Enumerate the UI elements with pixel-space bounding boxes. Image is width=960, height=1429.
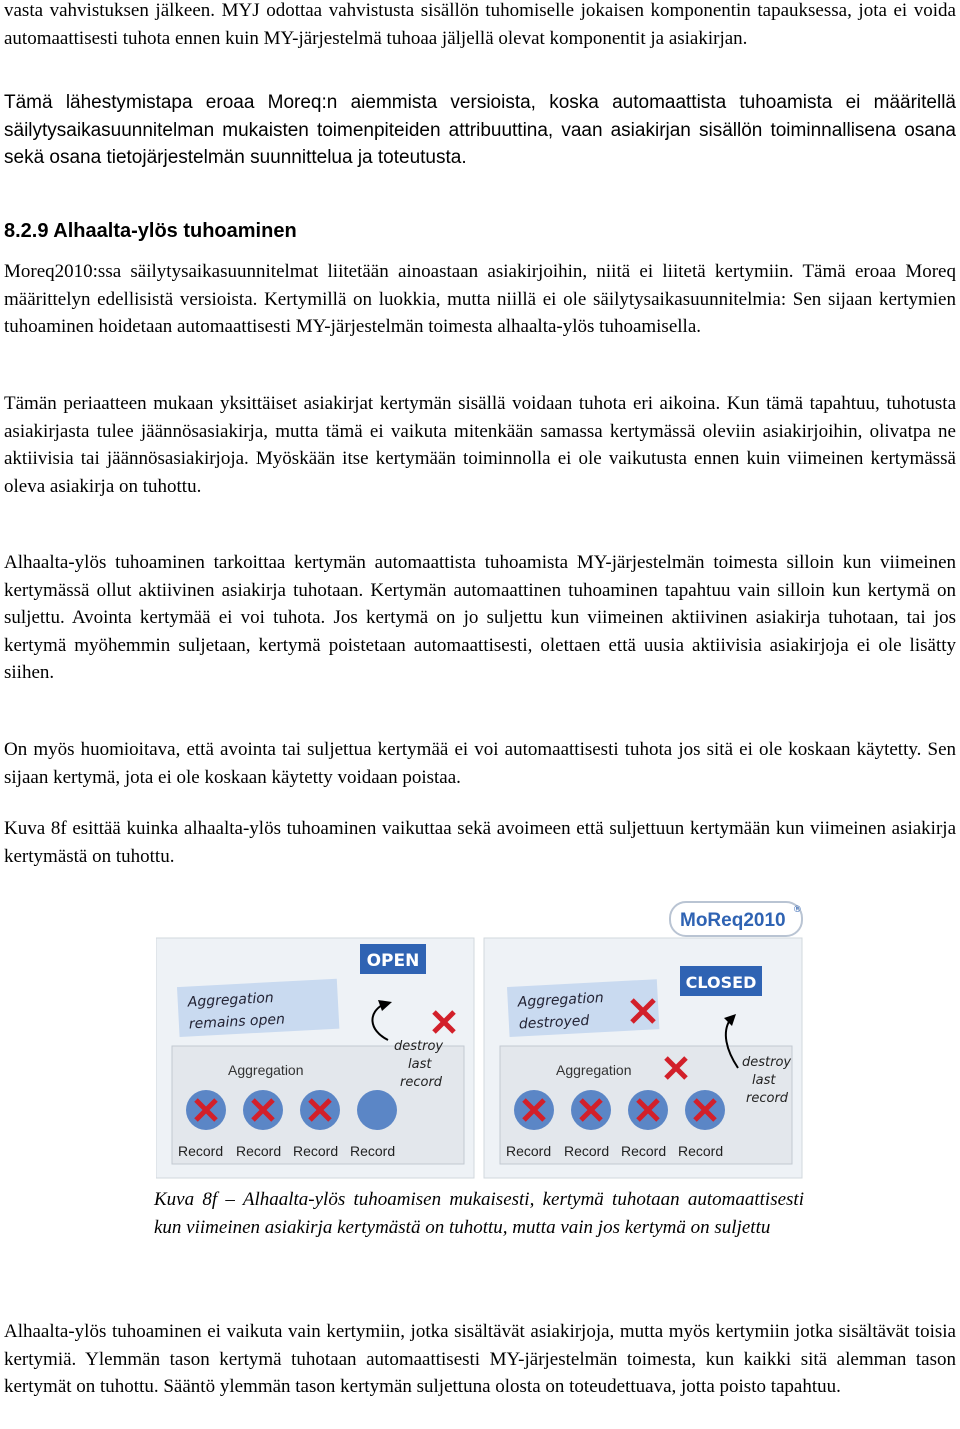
- paragraph-figure-intro: Kuva 8f esittää kuinka alhaalta-ylös tuhoaminen vaikuttaa sekä avoimeen että suljettuun kertymään kun viimeinen asiakirja kertymästä on tuhottu.: [4, 818, 956, 867]
- paragraph-section-2: Tämän periaatteen mukaan yksittäiset asiakirjat kertymän sisällä voidaan tuhota eri aikoina. Kun tämä tapahtuu, tuhotusta asiakirjasta tulee jäännösasiakirja, mutta tämä ei vaikuta mitenkään samassa kertymässä oleviin asiakirjoihin, olivatpa ne aktiivisia tai jäännösasiakirjoja. Myöskään itse kertymään toiminnolla ei ole vaikutusta ennen kuin viimeinen kertymässä oleva asiakirja on tuhottu.: [4, 393, 956, 497]
- note-closed-line2: destroyed: [518, 1012, 590, 1033]
- paragraph-continuation: vasta vahvistuksen jälkeen. MYJ odottaa vahvistusta sisällön tuhomiselle jokaisen komponentin tapauksessa, jota ei voida automaattisesti tuhota ennen kuin MY-järjestelmä tuhoaa jäljellä olevat komponentit ja asiakirjan.: [4, 0, 956, 49]
- aggregation-label-open: Aggregation: [228, 1062, 304, 1078]
- note-destroyed: [507, 979, 659, 1037]
- panel-closed: [484, 938, 802, 1178]
- note-remains-open: [177, 979, 339, 1037]
- section-heading: 8.2.9 Alhaalta-ylös tuhoaminen: [4, 220, 297, 242]
- arrow-closed-line3: record: [746, 1091, 789, 1106]
- record-label: Record: [178, 1143, 224, 1159]
- record-label: Record: [350, 1143, 396, 1159]
- paragraph-section-4: On myös huomioitava, että avointa tai suljettua kertymää ei voi automaattisesti tuhota jos sitä ei ole koskaan käytetty. Sen sijaan kertymä, jota ei ole koskaan käytetty voidaan poistaa.: [4, 739, 956, 788]
- arrow-open-line1: destroy: [394, 1039, 444, 1054]
- figure-caption: Kuva 8f – Alhaalta-ylös tuhoamisen mukaisesti, kertymä tuhotaan automaattisesti kun viimeinen asiakirja kertymästä on tuhottu, mutta vain jos kertymä on suljettu: [154, 1189, 804, 1238]
- logo-mark: ®: [794, 904, 801, 914]
- record-circle: [357, 1090, 397, 1130]
- moreq-logo: [670, 902, 802, 936]
- paragraph-section-3: Alhaalta-ylös tuhoaminen tarkoittaa kertymän automaattista tuhoamista MY-järjestelmän toimesta silloin kun viimeinen kertymässä ollut aktiivinen asiakirja tuhotaan. Kertymän automaattinen tuhoaminen tapahtuu vain silloin kun kertymä on suljettu. Avointa kertymää ei voi tuhota. Jos kertymä on jo suljettu kun viimeinen aktiivinen asiakirja tuhotaan, tai jos kertymä myöhemmin suljetaan, kertymä poistetaan automaattisesti, olettaen että uusia aktiivisia asiakirjoja ei ole lisätty siihen.: [4, 552, 956, 684]
- arrow-closed-line2: last: [752, 1073, 776, 1088]
- logo-text: MoReq2010: [680, 910, 786, 931]
- closed-badge-label: CLOSED: [685, 973, 757, 992]
- aggregation-label-closed: Aggregation: [556, 1062, 632, 1078]
- figure-moreq-bottom-up: [156, 900, 960, 1180]
- figure-illustration: [156, 900, 960, 1180]
- record-label: Record: [293, 1143, 339, 1159]
- record-label: Record: [506, 1143, 552, 1159]
- arrow-open-line3: record: [400, 1075, 443, 1090]
- note-open-line1: Aggregation: [187, 990, 275, 1011]
- panel-open: [156, 938, 474, 1178]
- paragraph-closing: Alhaalta-ylös tuhoaminen ei vaikuta vain kertymiin, jotka sisältävät asiakirjoja, mutta myös kertymiin jotka sisältävät toisia kertymiä. Ylemmän tason kertymä tuhotaan automaattisesti MY-järjestelmän toimesta, kun kaikki sitä alemman tason kertymät on tuhottu. Sääntö ylemmän tason kertymän suljettuna olosta on toteudettuava, jotta poisto tapahtuu.: [4, 1321, 956, 1398]
- arrow-closed-line1: destroy: [742, 1055, 792, 1070]
- record-label: Record: [621, 1143, 667, 1159]
- note-closed-line1: Aggregation: [517, 990, 605, 1011]
- note-open-line2: remains open: [188, 1011, 286, 1033]
- record-label: Record: [236, 1143, 282, 1159]
- arrow-open-line2: last: [408, 1057, 432, 1072]
- paragraph-section-1: Moreq2010:ssa säilytysaikasuunnitelmat liitetään ainoastaan asiakirjoihin, niitä ei liitetä kertymiin. Tämä eroaa Moreq määrittelyn edellisistä versioista. Kertymillä on luokkia, mutta niillä ei ole säilytysaikasuunnitelmia: Sen sijaan kertymien tuhoaminen hoidetaan automaattisesti MY-järjestelmän toimesta alhaalta-ylös tuhoamisella.: [4, 261, 956, 338]
- record-label: Record: [678, 1143, 724, 1159]
- open-badge-label: OPEN: [366, 951, 420, 971]
- paragraph-approach: Tämä lähestymistapa eroaa Moreq:n aiemmista versioista, koska automaattista tuhoamista ei määritellä säilytysaikasuunnitelman mukaisten toimenpiteiden attribuuttina, vaan asiakirjan sisällön toiminnallisena osana sekä osana tietojärjestelmän suunnittelua ja toteutusta.: [4, 92, 956, 169]
- record-label: Record: [564, 1143, 610, 1159]
